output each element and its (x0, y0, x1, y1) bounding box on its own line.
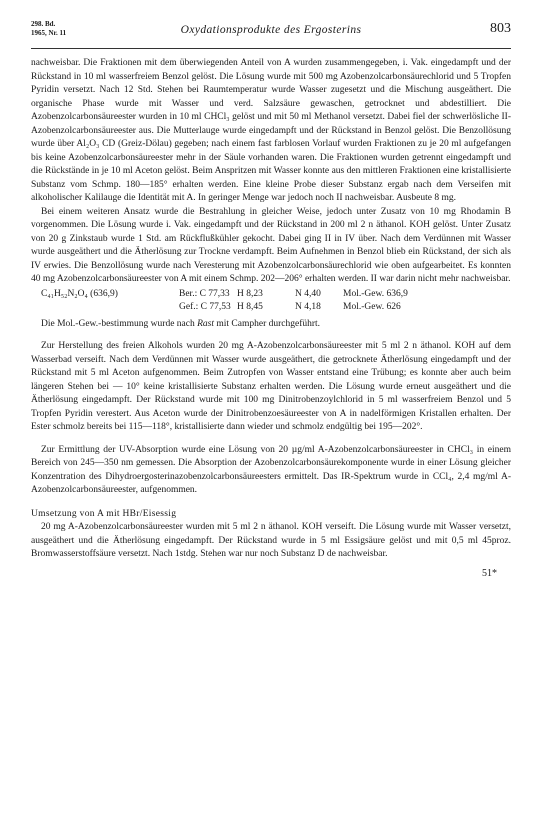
analysis-found-n: N 4,18 (295, 302, 321, 312)
analysis-calc-mw: Mol.-Gew. 636,9 (343, 288, 408, 299)
paragraph-free-alcohol: Zur Herstellung des freien Alkohols wurden 20 mg A-Azobenzolcarbonsäureester mit 5 ml 2 n äthanol. KOH auf dem Wasserbad verseift. Nach dem Verdünnen mit Wasser wurde ausgeäthert, die getrocknete Ätherlösung eingedampft und der Rückstand mit 5 ml Aceton aufgenommen. Beim Zutropfen von Wasser entstand eine Trübung; es konnte aber auch beim längeren Stehen bei — 10° keine kristallisierte Substanz erhalten werden. Die Lösung wurde erneut ausgeäthert und die Ätherlösung eingedampft. Der Rückstand wurde mit 100 mg Dinitrobenzoylchlorid in 5 ml wasserfreiem Benzol und 5 Tropfen Pyridin verestert. Aus Aceton wurde der Dinitrobenzoesäureester von A in nadelförmigen Kristallen erhalten. Der Ester schmolz bereits bei 115—118°, kristallisierte dann wieder und schmolz endgültig bei 195—202°. (31, 341, 511, 432)
page-header (31, 18, 511, 49)
issue-line: 1965, Nr. 11 (31, 29, 67, 37)
paragraph-hbr-reaction: 20 mg A-Azobenzolcarbonsäureester wurden mit 5 ml 2 n äthanol. KOH verseift. Die Lösung wurde mit Wasser versetzt, ausgeäthert und die Ätherlösung eingedampft. Der Rückstand wurde in 5 ml Essigsäure gelöst und mit 0,5 ml 45proz. Bromwasserstoffsäure versetzt. Nach 1stdg. Stehen war nur noch Substanz D de nachweisbar. (31, 522, 511, 559)
analysis-found-h: H 8,45 (237, 302, 263, 312)
analysis-calc-h: H 8,23 (237, 288, 263, 299)
page-number: 803 (490, 21, 511, 36)
running-title: Oxydationsprodukte des Ergosterins (180, 24, 362, 36)
signature-mark: 51* (482, 567, 497, 579)
analysis-calc-c: Ber.: C 77,33 (179, 288, 230, 299)
article-body (31, 49, 511, 580)
author-name-rast: Rast (197, 318, 214, 329)
section-heading: Umsetzung von A mit HBr/Eisessig (31, 508, 177, 519)
analysis-found-c: Gef.: C 77,53 (179, 302, 231, 312)
mol-weight-text: Die Mol.-Gew.-bestimmung wurde nach (41, 318, 198, 329)
paragraph-mol-weight (31, 318, 511, 332)
volume-line: 298. Bd. (31, 20, 56, 28)
analysis-formula: C₄₁H₅₂N₂O₄ (636,9) (41, 288, 118, 299)
elemental-analysis (31, 288, 511, 315)
paragraph-second-batch: Bei einem weiteren Ansatz wurde die Bestrahlung in gleicher Weise, jedoch unter Zusatz von 10 mg Rhodamin B vorgenommen. Die Lösung wurde i. Vak. eingedampft und der Rückstand in 200 ml 2 n äthanol. KOH gelöst. Unter Zusatz von 20 g Zinkstaub wurde 1 Std. am Rückflußkühler gekocht. Dabei ging II in IV über. Nach dem Verdünnen mit Wasser wurde ausgeäthert und die Ätherlösung zur Trockne verdampft. Beim Aufnehmen in Benzol blieb ein Rückstand, der sich als IV erwies. Die Benzollösung wurde nach Veresterung mit Azobenzolcarbonsäurechlorid wie oben aufgearbeitet. Es konnten 40 mg Azobenzolcarbonsäureester von A mit einem Schmp. 202—206° erhalten werden. II war darin nicht mehr nachweisbar. (31, 206, 511, 284)
analysis-found-mw: Mol.-Gew. 626 (343, 302, 401, 312)
analysis-calc-n: N 4,40 (295, 288, 321, 299)
paragraph-fractionation: nachweisbar. Die Fraktionen mit dem überwiegenden Anteil von A wurden zusammengegeben, i. Vak. eingedampft und der Rückstand in 10 ml wasserfreiem Benzol gelöst. Die Lösung wurde mit 500 mg Azobenzolcarbonsäurechlorid und 5 Tropfen Pyridin versetzt. Nach 12 Std. Stehen bei Raumtemperatur wurde Wasser zugesetzt und die Mischung ausgeäthert. Die organische Phase wurde mit Wasser und verd. Salzsäure gewaschen, getrocknet und abdestilliert. Die Azobenzolcarbonsäureester wurden in 10 ml CHCl₃ gelöst und mit 50 ml Methanol versetzt. Dabei fiel der schwerlösliche II-Azobenzolcarbonsäureester aus. Die Mutterlauge wurde eingedampft und der Rückstand in Benzol gelöst. Die Benzollösung wurde über Al₂O₃ CD (Greiz-Dölau) gegeben; nach einem fast farblosen Vorlauf wurden Fraktionen zu je 20 ml aufgefangen bis keine Azobenzolcarbonsäureester mehr in der Säule vorhanden waren. Die Fraktionen wurden getrennt eingedampft und die Rückstände in je 10 ml Aceton gelöst. Beim Anspritzen mit Wasser konnte aus den mittleren Fraktionen eine kristallisierte Substanz vom Schmp. 180—185° erhalten werden. Eine kleine Probe dieser Substanz ergab nach dem Verseifen mit alkoholischer Kalilauge die Identität mit A. In geringer Menge war jedoch noch II nachweisbar. Ausbeute 8 mg. (31, 58, 511, 203)
paragraph-uv-absorption: Zur Ermittlung der UV-Absorption wurde eine Lösung von 20 µg/ml A-Azobenzolcarbonsäureester in CHCl₃ in einem Bereich von 245—350 nm gemessen. Die Absorption der Azobenzolcarbonsäurekomponente wurde in einer Lösung gleicher Konzentration des Dihydroergosterinazobenzolcarbonsäureesters ermittelt. Das IR-Spektrum wurde in CCl₄, 2,4 mg/ml A-Azobenzolcarbonsäureester, aufgenommen. (31, 444, 511, 495)
mol-weight-text-end: mit Campher durchgeführt. (214, 318, 321, 329)
